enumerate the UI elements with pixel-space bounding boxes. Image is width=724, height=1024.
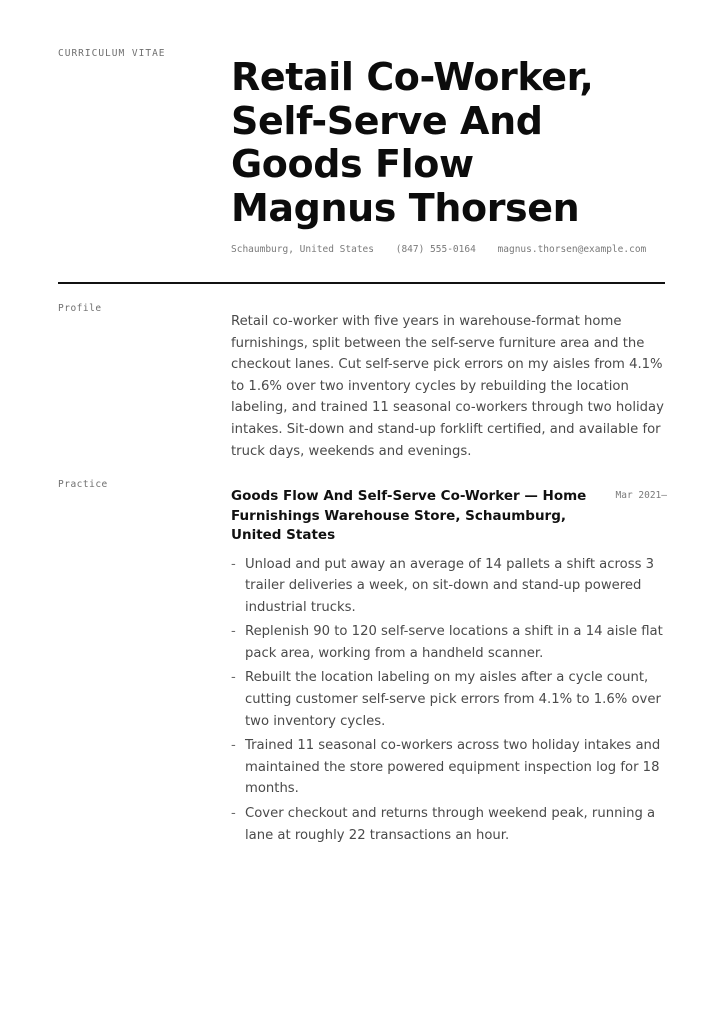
- list-item: [231, 735, 667, 800]
- list-item: [231, 554, 667, 619]
- bullet-dash: -: [231, 670, 236, 686]
- job-bullets: [231, 554, 667, 847]
- title-line: Magnus Thorsen: [231, 185, 580, 230]
- title-line: Self-Serve And: [231, 98, 543, 143]
- profile-section-label: Profile: [58, 303, 102, 314]
- contact-email: magnus.thorsen@example.com: [497, 244, 647, 255]
- title-line: Retail Co-Worker,: [231, 55, 594, 99]
- title-line: Goods Flow: [231, 142, 474, 186]
- contact-line: [231, 244, 662, 255]
- job-title: Goods Flow And Self-Serve Co-Worker — Home Furnishings Warehouse Store, Schaumburg, United States: [231, 488, 587, 543]
- contact-location: Schaumburg, United States: [231, 244, 374, 255]
- bullet-dash: -: [231, 738, 236, 754]
- header-divider: [58, 282, 665, 284]
- bullet-text: Cover checkout and returns through weekend peak, running a lane at roughly 22 transactions an hour.: [245, 806, 656, 843]
- job-entry: [231, 487, 667, 849]
- list-item: [231, 667, 667, 732]
- list-item: [231, 803, 667, 846]
- job-date: Mar 2021–: [615, 490, 667, 501]
- bullet-dash: -: [231, 556, 236, 572]
- document-eyebrow: CURRICULUM VITAE: [58, 48, 166, 59]
- bullet-dash: -: [231, 806, 236, 822]
- practice-section-label: Practice: [58, 479, 108, 490]
- contact-phone: (847) 555-0164: [395, 244, 476, 255]
- bullet-text: Unload and put away an average of 14 pallets a shift across 3 trailer deliveries a week, on sit-down and stand-up powered industrial trucks.: [245, 556, 655, 615]
- bullet-dash: -: [231, 624, 236, 640]
- bullet-text: Trained 11 seasonal co-workers across two holiday intakes and maintained the store powered equipment inspection log for 18 months.: [245, 738, 661, 797]
- page-title: [231, 56, 671, 230]
- list-item: [231, 621, 667, 664]
- job-header: [231, 487, 667, 546]
- bullet-text: Replenish 90 to 120 self-serve locations a shift in a 14 aisle flat pack area, working from a handheld scanner.: [245, 624, 663, 661]
- profile-summary: Retail co-worker with five years in warehouse-format home furnishings, split between the self-serve furniture area and the checkout lanes. Cut self-serve pick errors on my aisles from 4.1% to 1.6% over two inventory cycles by rebuilding the location labeling, and trained 11 seasonal co-workers through two holiday intakes. Sit-down and stand-up forklift certified, and available for truck days, weekends and evenings.: [231, 314, 664, 459]
- bullet-text: Rebuilt the location labeling on my aisles after a cycle count, cutting customer self-serve pick errors from 4.1% to 1.6% over two inventory cycles.: [245, 670, 661, 729]
